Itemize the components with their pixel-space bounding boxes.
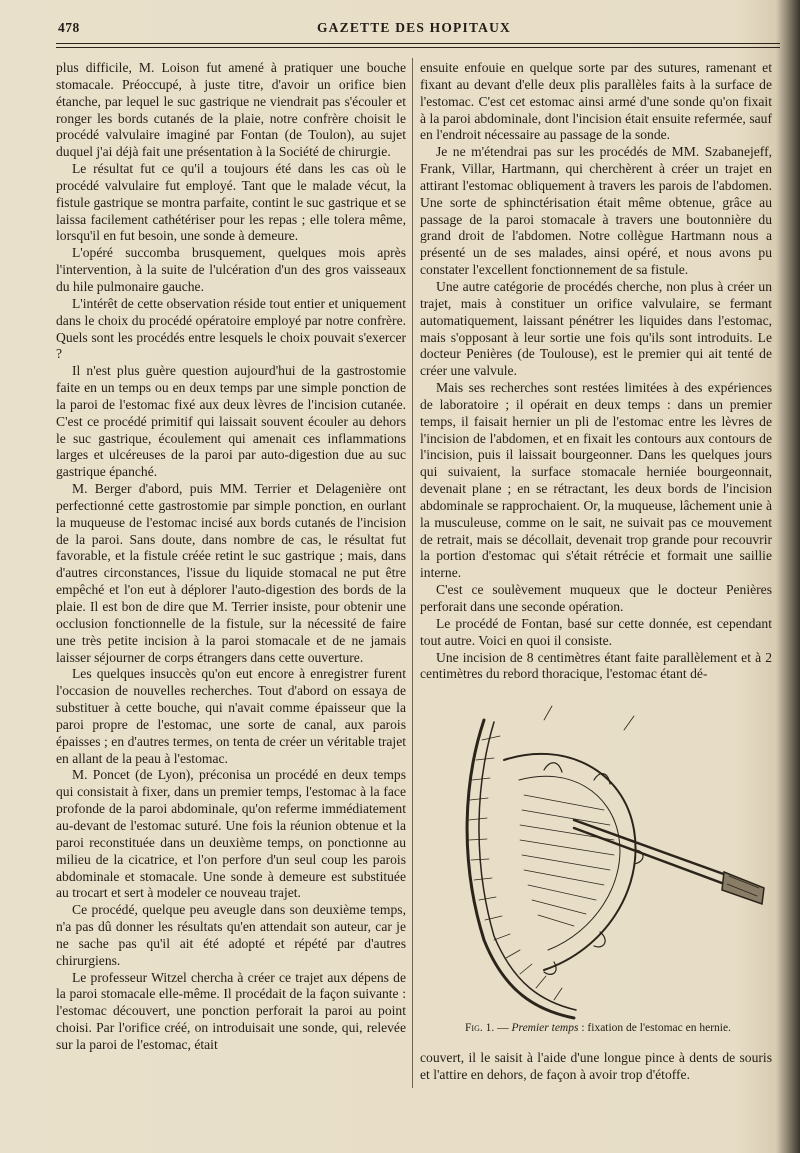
paragraph: L'intérêt de cette observation réside tout entier et uniquement dans le choix du procédé opératoire employé par notre confrère. Quels sont les procédés entre lesquels le choix pouvait s'exercer ?: [56, 295, 406, 362]
figure-1: [424, 700, 772, 1045]
paragraph: Une autre catégorie de procédés cherche, non plus à créer un trajet, mais à constituer un orifice valvulaire, se fermant automatiquement, laissant pénétrer les liquides dans l'estomac, mais s'opposant à leur sortie une fois qu'ils sont introduits. Le docteur Penières (de Toulouse), est le premier qui ait tenté de créer une valvule.: [420, 278, 772, 379]
right-column-after-figure: [420, 1050, 772, 1084]
paragraph: plus difficile, M. Loison fut amené à pratiquer une bouche stomacale. Préoccupé, à juste titre, d'avoir un orifice bien étanche, par lequel le suc gastrique ne viendrait pas s'écouler et ronger les bords cutanés de la plaie, notre confrère choisit le procédé valvulaire imaginé par Fontan (de Toulon), au sujet duquel j'ai déjà fait une présentation à la Société de chirurgie.: [56, 60, 406, 160]
right-column: [420, 60, 772, 683]
paragraph: couvert, il le saisit à l'aide d'une longue pince à dents de souris et l'attire en dehors, de façon à avoir trop d'étoffe.: [420, 1050, 772, 1082]
figure-label: Fig. 1.: [465, 1022, 495, 1034]
figure-caption-rest: : fixation de l'estomac en hernie.: [578, 1022, 731, 1034]
paragraph: Une incision de 8 centimètres étant faite parallèlement et à 2 centimètres du rebord thoracique, l'estomac étant dé-: [420, 649, 772, 682]
header-rule-thin: [56, 47, 780, 48]
paragraph: L'opéré succomba brusquement, quelques mois après l'intervention, à la suite de l'ulcération d'un des gros vaisseaux du hile pulmonaire gauche.: [56, 245, 406, 294]
figure-caption: [424, 1022, 772, 1034]
surgical-illustration: [424, 700, 772, 1020]
paragraph: Je ne m'étendrai pas sur les procédés de MM. Szabanejeff, Frank, Villar, Hartmann, qui cherchèrent à créer un trajet en attirant l'estomac obliquement à travers les parois de l'abdomen. Une sorte de sphinctérisation était même obtenue, grâce au passage de la paroi stomacale à travers une boutonnière du grand droit de l'abdomen. Notre collègue Hartmann nous a présenté un de ses malades, ainsi opéré, et nous avons pu constater l'excellent fonctionnement de sa fistule.: [420, 144, 772, 278]
column-divider: [412, 58, 413, 1088]
figure-dash: —: [494, 1022, 512, 1034]
header-rule: [56, 43, 780, 44]
paragraph: ensuite enfouie en quelque sorte par des sutures, ramenant et fixant au devant d'elle deux plis parallèles faits à la surface de l'estomac. C'est cet estomac ainsi armé d'une sonde qu'on fixait à la paroi abdominale, dont l'incision était ensuite refermée, sauf en l'endroit nécessaire au passage de la sonde.: [420, 60, 772, 143]
paragraph: C'est ce soulèvement muqueux que le docteur Penières perforait dans une seconde opération.: [420, 582, 772, 614]
journal-title: GAZETTE DES HOPITAUX: [316, 20, 512, 35]
paragraph: Le professeur Witzel chercha à créer ce trajet aux dépens de la paroi stomacale elle-même. Il procédait de la façon suivante : l'estomac découvert, une ponction perforait la paroi au point choisi. Par l'orifice créé, on introduisait une sonde, qui, relevée sur la paroi de l'estomac, était: [56, 969, 406, 1052]
figure-title: Premier temps: [511, 1022, 579, 1034]
left-column: [56, 60, 406, 1054]
paragraph: Mais ses recherches sont restées limitées à des expériences de laboratoire ; il opérait en deux temps : dans un premier temps, il faisait hernier un pli de l'estomac entre les lèvres de l'incision de l'abdomen, et en fixait les contours aux contours de l'incision, puis il laissait bourgeonner. Dans les quelques jours qui suivaient, la surface stomacale herniée bourgeonnait, devenait plane ; en se rétractant, les deux bords de l'incision abdominale se rapprochaient. Or, la muqueuse, lâchement unie à la musculeuse, comme on le sait, ne suivait pas ce mouvement de retrait, mais se décollait, devenait trop grande pour recouvrir la portion d'estomac qui s'était rétrécie et formait une saillie interne.: [420, 380, 772, 581]
paragraph: Ce procédé, quelque peu aveugle dans son deuxième temps, n'a pas dû donner les résultats qu'en attendait son auteur, car je ne sache pas qu'il ait été adopté et répété par d'autres chirurgiens.: [56, 902, 406, 968]
paragraph: M. Poncet (de Lyon), préconisa un procédé en deux temps qui consistait à fixer, dans un premier temps, l'estomac à la face profonde de la paroi abdominale, qu'on referme immédiatement au-devant de l'estomac suturé. Une fois la réunion obtenue et la paroi reconstituée dans un deuxième temps, on ponctionne au milieu de la cicatrice, et l'on perfore d'un seul coup les parois abdominale et stomacale. Une sonde à demeure est substituée au trocart et sert à modeler ce nouveau trajet.: [56, 767, 406, 901]
paragraph: Le procédé de Fontan, basé sur cette donnée, est cependant tout autre. Voici en quoi il consiste.: [420, 615, 772, 648]
page-header: [56, 18, 772, 42]
paragraph: M. Berger d'abord, puis MM. Terrier et Delagenière ont perfectionné cette gastrostomie par simple ponction, en ourlant la muqueuse de l'estomac incisé aux bords cutanés de l'incision de la paroi. Sans doute, dans nombre de cas, le résultat fut favorable, et la fistule créée retint le suc gastrique ; mais, dans d'autres circonstances, l'issue du liquide stomacal ne put être empêché et l'on eut à déplorer l'auto-digestion des bords de la plaie. Il est bon de dire que M. Terrier insiste, pour obtenir une occlusion fonctionnelle de la fistule, sur la nécessité de faire une très petite incision à la paroi stomacale et de ne jamais laisser séjourner de corps étrangers dans cette ouverture.: [56, 481, 406, 665]
paragraph: Les quelques insuccès qu'on eut encore à enregistrer furent l'occasion de nouvelles recherches. Tout d'abord on essaya de substituer à cette bouche, qui n'avait comme épaisseur que la paroi propre de l'estomac, une sorte de canal, aux parois épaisses ; en d'autres termes, on tenta de créer un véritable trajet en allant de la peau à l'estomac.: [56, 666, 406, 766]
paragraph: Il n'est plus guère question aujourd'hui de la gastrostomie faite en un temps ou en deux temps par une simple ponction de la paroi de l'estomac fixé aux deux lèvres de l'incision cutanée. C'est ce procédé primitif qui laissait souvent écouler au dehors le suc gastrique, écoulement qui amenait ces inflammations larges et ulcéreuses de la paroi par auto-digestion due au suc gastrique épanché.: [56, 363, 406, 480]
paragraph: Le résultat fut ce qu'il a toujours été dans les cas où le procédé valvulaire fut employé. Tant que le malade vécut, la fistule gastrique se montra parfaite, contint le suc gastrique et se laissa facilement cathétériser pour les repas ; elle tolera même, lorsqu'il en fut besoin, une sonde à demeure.: [56, 161, 406, 244]
page-number: 478: [58, 20, 80, 35]
